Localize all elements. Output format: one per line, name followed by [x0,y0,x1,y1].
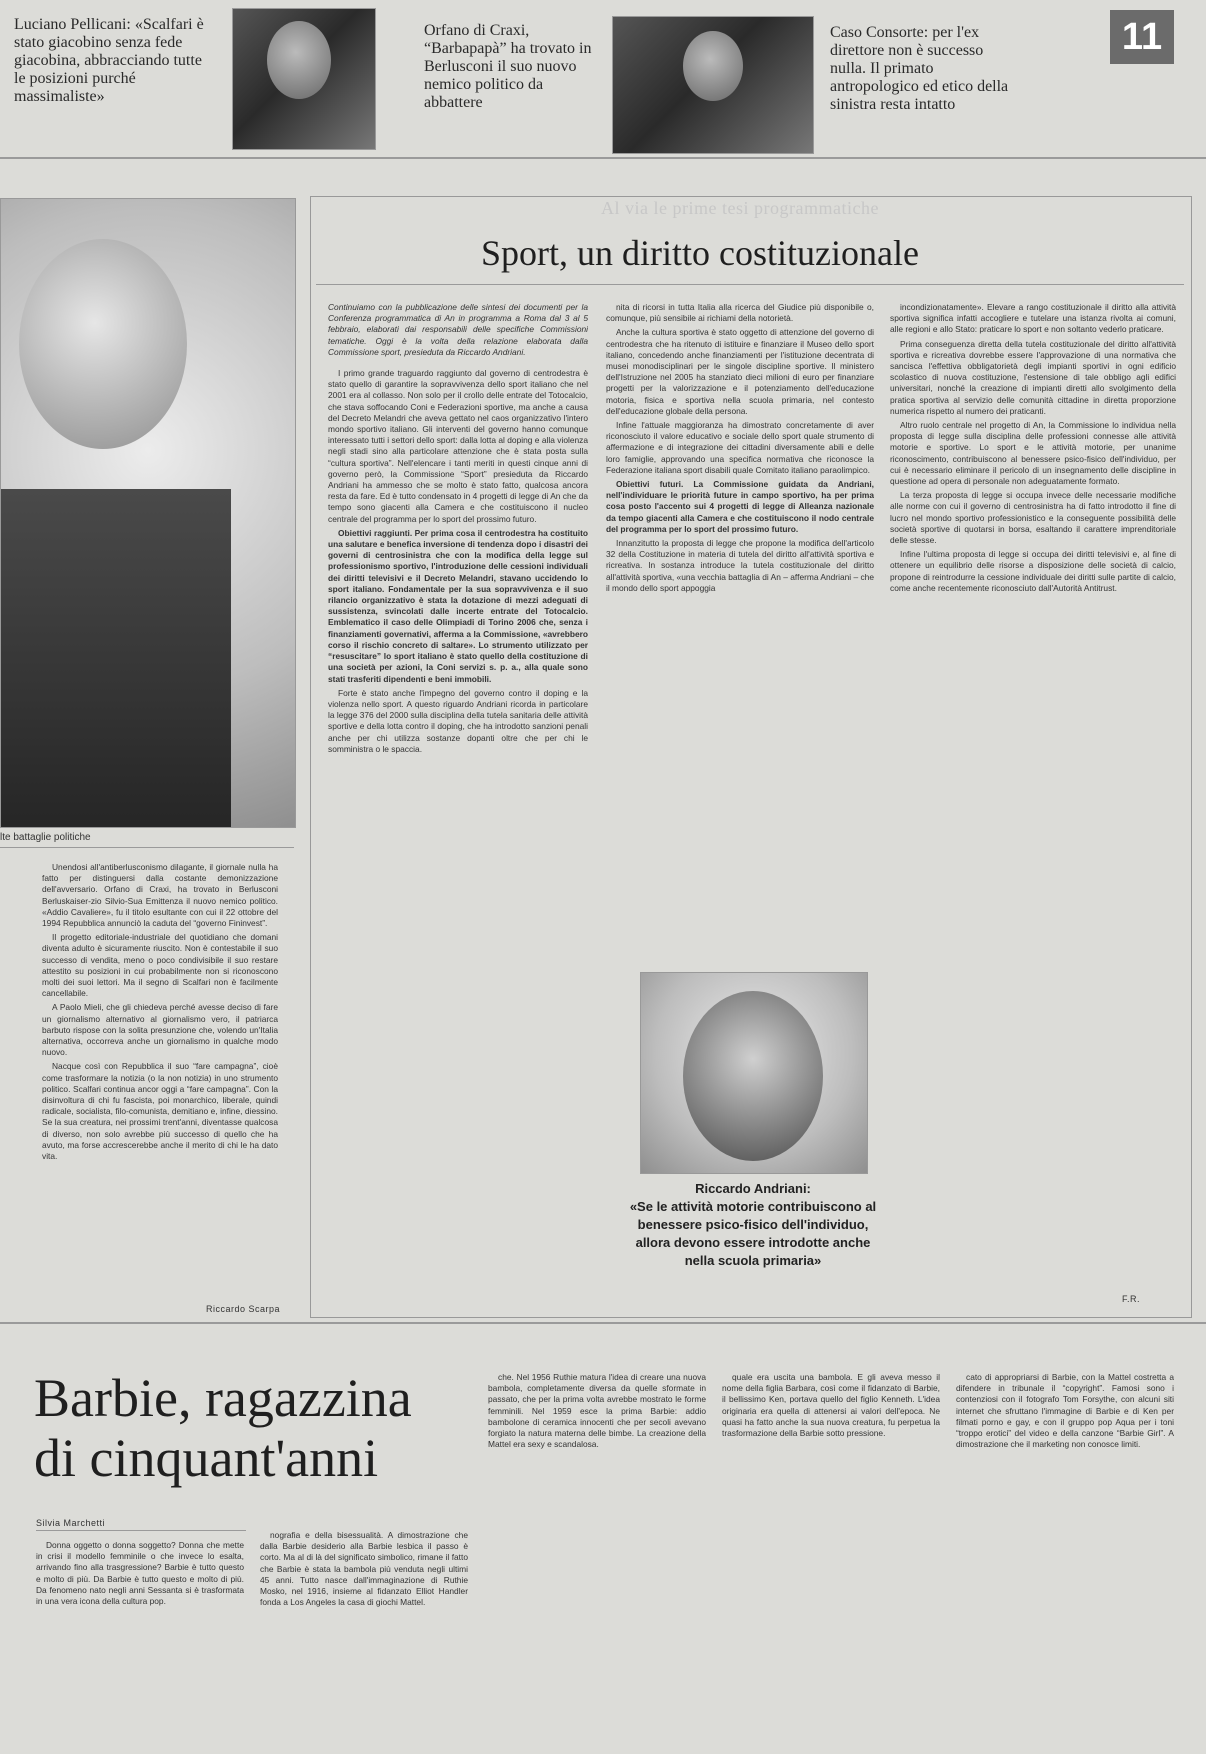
article-paragraph: I primo grande traguardo raggiunto dal governo di centrodestra è stato quello di garantire la sopravvivenza dello sport italiano che nel 2001 era al collasso. Non solo per il crollo delle entrate del Totocalcio, che stava soffocando Coni e Federazioni sportive, ma anche a causa del Decreto Melandri che aveva gettato nel caos organizzativo l'intero mondo sportivo italiano. Gli interventi del governo hanno comunque interessato tutti i settori dello sport: dalla lotta al doping e alla violenza negli stadi sino alla particolare attenzione che è stata posta sulla “cultura sportiva”. Nell'elencare i tanti meriti in questi cinque anni di governo però, la Commissione “Sport” presieduta da Riccardo Andriani ha ammesso che se molto è stato fatto, qualcosa ancora resta da fare. Ed è tutto condensato in 4 progetti di legge di An che da tempo sono giacenti alla Camera e che costituiscono il nucleo centrale del programma per lo sport del prossimo futuro. [328,368,588,524]
barbie-paragraph: Donna oggetto o donna soggetto? Donna che mette in crisi il modello femminile o che invece lo esalta, arrivando fino alla trasgressione? Barbie è tutto questo e molto di più. Da Barbie è tutto questo e molto di più. Da fenomeno nato negli anni Sessanta si è trasformata in una vera icona della cultura pop. [36,1540,244,1607]
left-signature: Riccardo Scarpa [205,1304,280,1314]
article-paragraph: Infine l'attuale maggioranza ha dimostrato concretamente di aver riconosciuto il valore educativo e sociale dello sport quale strumento di affermazione e di integrazione dei cittadini diversamente abili e delle loro famiglie, approvando una specifica normativa che riconosce la Federazione italiana sport disabili quale Comitato italiano paraolimpico. [606,420,874,475]
andriani-caption-name: Riccardo Andriani: [695,1181,811,1196]
barbie-paragraph: nografia e della bisessualità. A dimostrazione che dalla Barbie desiderio alla Barbie lesbica il passo è corto. Ma al di là del significato simbolico, rimane il fatto che Barbie è stata la bambola più venduta negli ultimi 45 anni. Tutto nasce dall'immaginazione di Ruthie Mosko, nel 1916, insieme al fidanzato Elliot Handler fonda a Los Angeles la casa di giochi Mattel. [260,1530,468,1608]
article-paragraph: incondizionatamente». Elevare a rango costituzionale il diritto alla attività sportiva significa infatti accogliere e tutelare una istanza rivolta ai comuni, alle regioni e allo Stato: praticare lo sport e non soltanto vederlo praticare. [890,302,1176,335]
portrait-face [19,239,187,449]
article-paragraph: Prima conseguenza diretta della tutela costituzionale del diritto all'attività sportiva e ricreativa dovrebbe essere l'approvazione di una normativa che sancisca l'effettiva obbligatorietà degli impianti sportivi in ogni edificio scolastico di nuova costituzione, l'estensione di tale obbligo agli edifici universitari, nonché la creazione di impianti diretti allo svolgimento della pratica sportiva al servizio delle comunità cittadine in diretta proporzione numerica rispetto al numero dei praticanti. [890,338,1176,416]
barbie-paragraph: cato di appropriarsi di Barbie, con la Mattel costretta a difendere in tribunale il “copyright”. Famosi sono i contenziosi con il fotografo Tom Forsythe, con alcuni siti internet che sfruttano l'immagine di Barbie e di Ken per filmati porno e gay, e con il gruppo pop Aqua per i toni “troppo erotici” del video e della canzone “Barbie Girl”. A dimostrazione che il marketing non conosce limiti. [956,1372,1174,1450]
sport-signature: F.R. [1121,1294,1140,1304]
left-paragraph: A Paolo Mieli, che gli chiedeva perché avesse deciso di fare un giornalismo alternativo al giornalismo vero, il patriarca barbuto rispose con la solita presunzione che, volendo un'Italia alternativa, occorreva anche un giornalismo in qualche modo nuovo. [42,1002,278,1058]
scalfari-photo-caption: lte battaglie politiche [0,832,91,843]
barbie-headline-line2: di cinquant'anni [34,1428,379,1488]
andriani-caption-quote: «Se le attività motorie contribuiscono al benessere psico-fisico dell'individuo, allora devono essere introdotte anche nella scuola primaria» [629,1199,877,1268]
article-paragraph: Anche la cultura sportiva è stato oggetto di attenzione del governo di centrodestra che ha ritenuto di istituire e finanziare il Museo dello sport italiano, concedendo anche finanziamenti per l'istituzione decentrata di musei monodisciplinari per le singole discipline sportive. Il ministero dell'Istruzione nel 2005 ha stanziato dieci milioni di euro per finanziare progetti per la valorizzazione e il potenziamento dell'educazione motoria, fisica e sportiva nella scuola primaria, nel contesto dell'educazione globale della persona. [606,327,874,416]
article-headline: Sport, un diritto costituzionale [481,233,919,273]
teaser-pellicani[interactable]: Luciano Pellicani: «Scalfari è stato giacobino senza fede giacobina, abbracciando tutte le posizioni purché massimaliste» [14,16,204,105]
barbie-column-5 [956,1372,1174,1740]
barbie-column-1 [36,1540,244,1740]
left-paragraph: Nacque così con Repubblica il suo “fare campagna”, cioè come trasformare la notizia (o la non notizia) in uno strumento politico. Scalfari continua ancor oggi a “fare campagna”. Con la disinvoltura di chi fu fascista, poi monarchico, liberale, quindi radicale, socialista, filo-comunista, demitiano e, infine, diessino. Se la sua creatura, nei prossimi trent'anni, diventasse qualcosa di diverso, non solo avrebbe più successo di quello che ha avuto, ma forse accrescerebbe anche il merito di chi le ha dato vita. [42,1061,278,1162]
byline-rule [36,1530,246,1531]
sport-column-2 [606,302,874,838]
portrait-face [683,31,743,101]
left-paragraph: Unendosi all'antiberlusconismo dilagante, il giornale nulla ha fatto per distinguersi dalla costante demonizzazione dell'avversario. Orfano di Craxi, ha trovato in Berlusconi Berluskaiser-zio Silvio-Sua Emittenza il nuovo nemico politico. «Addio Cavaliere», fu il titolo esultante con cui il 22 ottobre del 1994 Repubblica annunciò la caduta del “governo Fininvest”. [42,862,278,929]
article-paragraph: Infine l'ultima proposta di legge si occupa dei diritti televisivi e, al fine di ottenere un equilibrio delle risorse a disposizione delle società di calcio, propone di reintrodurre la cessione individuale dei diritti sulle partite di calcio, come anche recentemente riconosciuto dall'Autorità Antitrust. [890,549,1176,593]
portrait-face [683,991,823,1161]
suit-shape [1,489,231,827]
portrait-face [267,21,331,99]
barbie-column-3 [488,1372,706,1740]
left-paragraph: Il progetto editoriale-industriale del quotidiano che domani diventa adulto è sicuramente riuscito. Non è contestabile il suo successo di vendita, meno o poco condivisibile il suo restare attestito su posizioni in cui probabilmente non si riconoscono molti dei suoi lettori. Ma il segno di Scalfari non è facilmente cancellabile. [42,932,278,999]
andriani-photo [640,972,868,1174]
section-rule [0,1322,1206,1324]
article-paragraph: La terza proposta di legge si occupa invece delle necessarie modifiche alle norme con cui il governo di centrosinistra ha di fatto introdotto il fine di lucro nel mondo sportivo professionistico e la conseguente possibilità delle società sportive di quotarsi in borsa, esaltando il carattere imprenditoriale delle stesse. [890,490,1176,546]
consorte-photo [612,16,814,154]
barbie-headline-line1: Barbie, ragazzina [34,1368,412,1428]
page-number: 11 [1110,10,1174,64]
article-paragraph: Innanzitutto la proposta di legge che propone la modifica dell'articolo 32 della Costituzione in materia di tutela del diritto all'attività sportiva e ricreativa. In sostanza introduce la tutela costituzionale del diritto all'attività sportiva, «una vecchia battaglia di An – afferma Andriani – che il mondo dello sport appoggia [606,538,874,593]
caption-rule [0,847,294,848]
barbie-paragraph: quale era uscita una bambola. E gli aveva messo il nome della figlia Barbara, così come il fidanzato di Barbie, il bellissimo Ken, portava quello del figlio Kenneth. L'idea originaria era quella di attenersi ai valori dell'epoca. Ne quasi ha fatto anche la sua nuova creatura, fu perpetua la trasformazione della Barbie sotto pressione. [722,1372,940,1439]
article-paragraph: Forte è stato anche l'impegno del governo contro il doping e la violenza nello sport. A questo riguardo Andriani ricorda in particolare la legge 376 del 2000 sulla disciplina della tutela sanitaria delle attività sportive e della lotta contro il doping, che ha introdotto sanzioni penali anche per chi utilizza sostanze dopanti oltre che per chi le somministra o le spaccia. [328,687,588,754]
sport-column-3 [890,302,1176,1292]
teaser-craxi[interactable]: Orfano di Craxi, “Barbapapà” ha trovato in Berlusconi il suo nuovo nemico politico da abbattere [424,22,592,111]
berlusconi-photo [232,8,376,150]
top-rule [0,157,1206,159]
barbie-column-4 [722,1372,940,1740]
article-paragraph: Obiettivi raggiunti. Per prima cosa il centrodestra ha costituito una salutare e benefica inversione di tendenza dopo i disastri dei governi di centrosinistra che con la modifica della legge sul professionismo sportivo, l'introduzione delle cessioni individuali dei diritti televisivi e il Decreto Melandri, stavano uccidendo lo sport italiano. Fondamentale per la sua sopravvivenza e il suo rilancio organizzativo è stata la dotazione di mezzi adeguati di sussistenza, svincolati dalle incerte entrate del Totocalcio. Emblematico il caso delle Olimpiadi di Torino 2006 che, senza i finanziamenti governativi, afferma a la Commissione, «avrebbero corso il rischio concreto di saltare». Lo strumento utilizzato per “resuscitare” lo sport italiano è stato quello della costituzione di una società per azioni, la Coni servizi s. p. a., alla quale sono stati trasferiti dipendenti e beni immobili. [328,527,588,684]
left-article-text [42,862,278,1302]
teaser-consorte[interactable]: Caso Consorte: per l'ex direttore non è successo nulla. Il primato antropologico ed etico della sinistra resta intatto [830,24,1009,113]
barbie-column-2 [260,1530,468,1740]
headline-rule [316,284,1184,285]
article-paragraph: Altro ruolo centrale nel progetto di An, la Commissione lo individua nella proposta di legge sulla disciplina delle professioni connesse alle attività motorie e sportive. Lo sport e le attività motorie, per unanime riconoscimento, contribuiscono al benessere psico-fisico dell'individuo, per cui è necessario eliminare il pericolo di un insegnamento delle discipline in questione ad opera di personale non adeguatamente formato. [890,420,1176,487]
article-intro: Continuiamo con la pubblicazione delle sintesi dei documenti per la Conferenza programmatica di An in programma a Roma dal 3 al 5 febbraio, elaborati dai responsabili delle specifiche Commissioni tematiche. Oggi è la volta della relazione elaborata dalla Commissione sport, presieduta da Riccardo Andriani. [328,302,588,357]
article-kicker: Al via le prime tesi programmatiche [601,198,879,218]
scalfari-photo [0,198,296,828]
barbie-byline: Silvia Marchetti [36,1518,106,1528]
article-paragraph: nita di ricorsi in tutta Italia alla ricerca del Giudice più disponibile o, comunque, più sensibile ai richiami della notorietà. [606,302,874,324]
barbie-paragraph: che. Nel 1956 Ruthie matura l'idea di creare una nuova bambola, completamente diversa da quelle sformate in passato, che per la prima volta avrebbe mostrato le forme femminili. Nel 1959 esce la prima Barbie: addio bambolone di ceramica innocenti che per secoli avevano forgiato la natura materna delle bimbe. La creazione della Mattel era sexy e scandalosa. [488,1372,706,1450]
article-paragraph: Obiettivi futuri. La Commissione guidata da Andriani, nell'individuare le priorità future in campo sportivo, ha per prima cosa posto l'accento sui 4 progetti di legge di Alleanza nazionale da tempo giacenti alla Camera e che costituiscono il nodo centrale del programma per lo sport del prossimo futuro. [606,479,874,534]
sport-column-1 [328,302,588,1302]
